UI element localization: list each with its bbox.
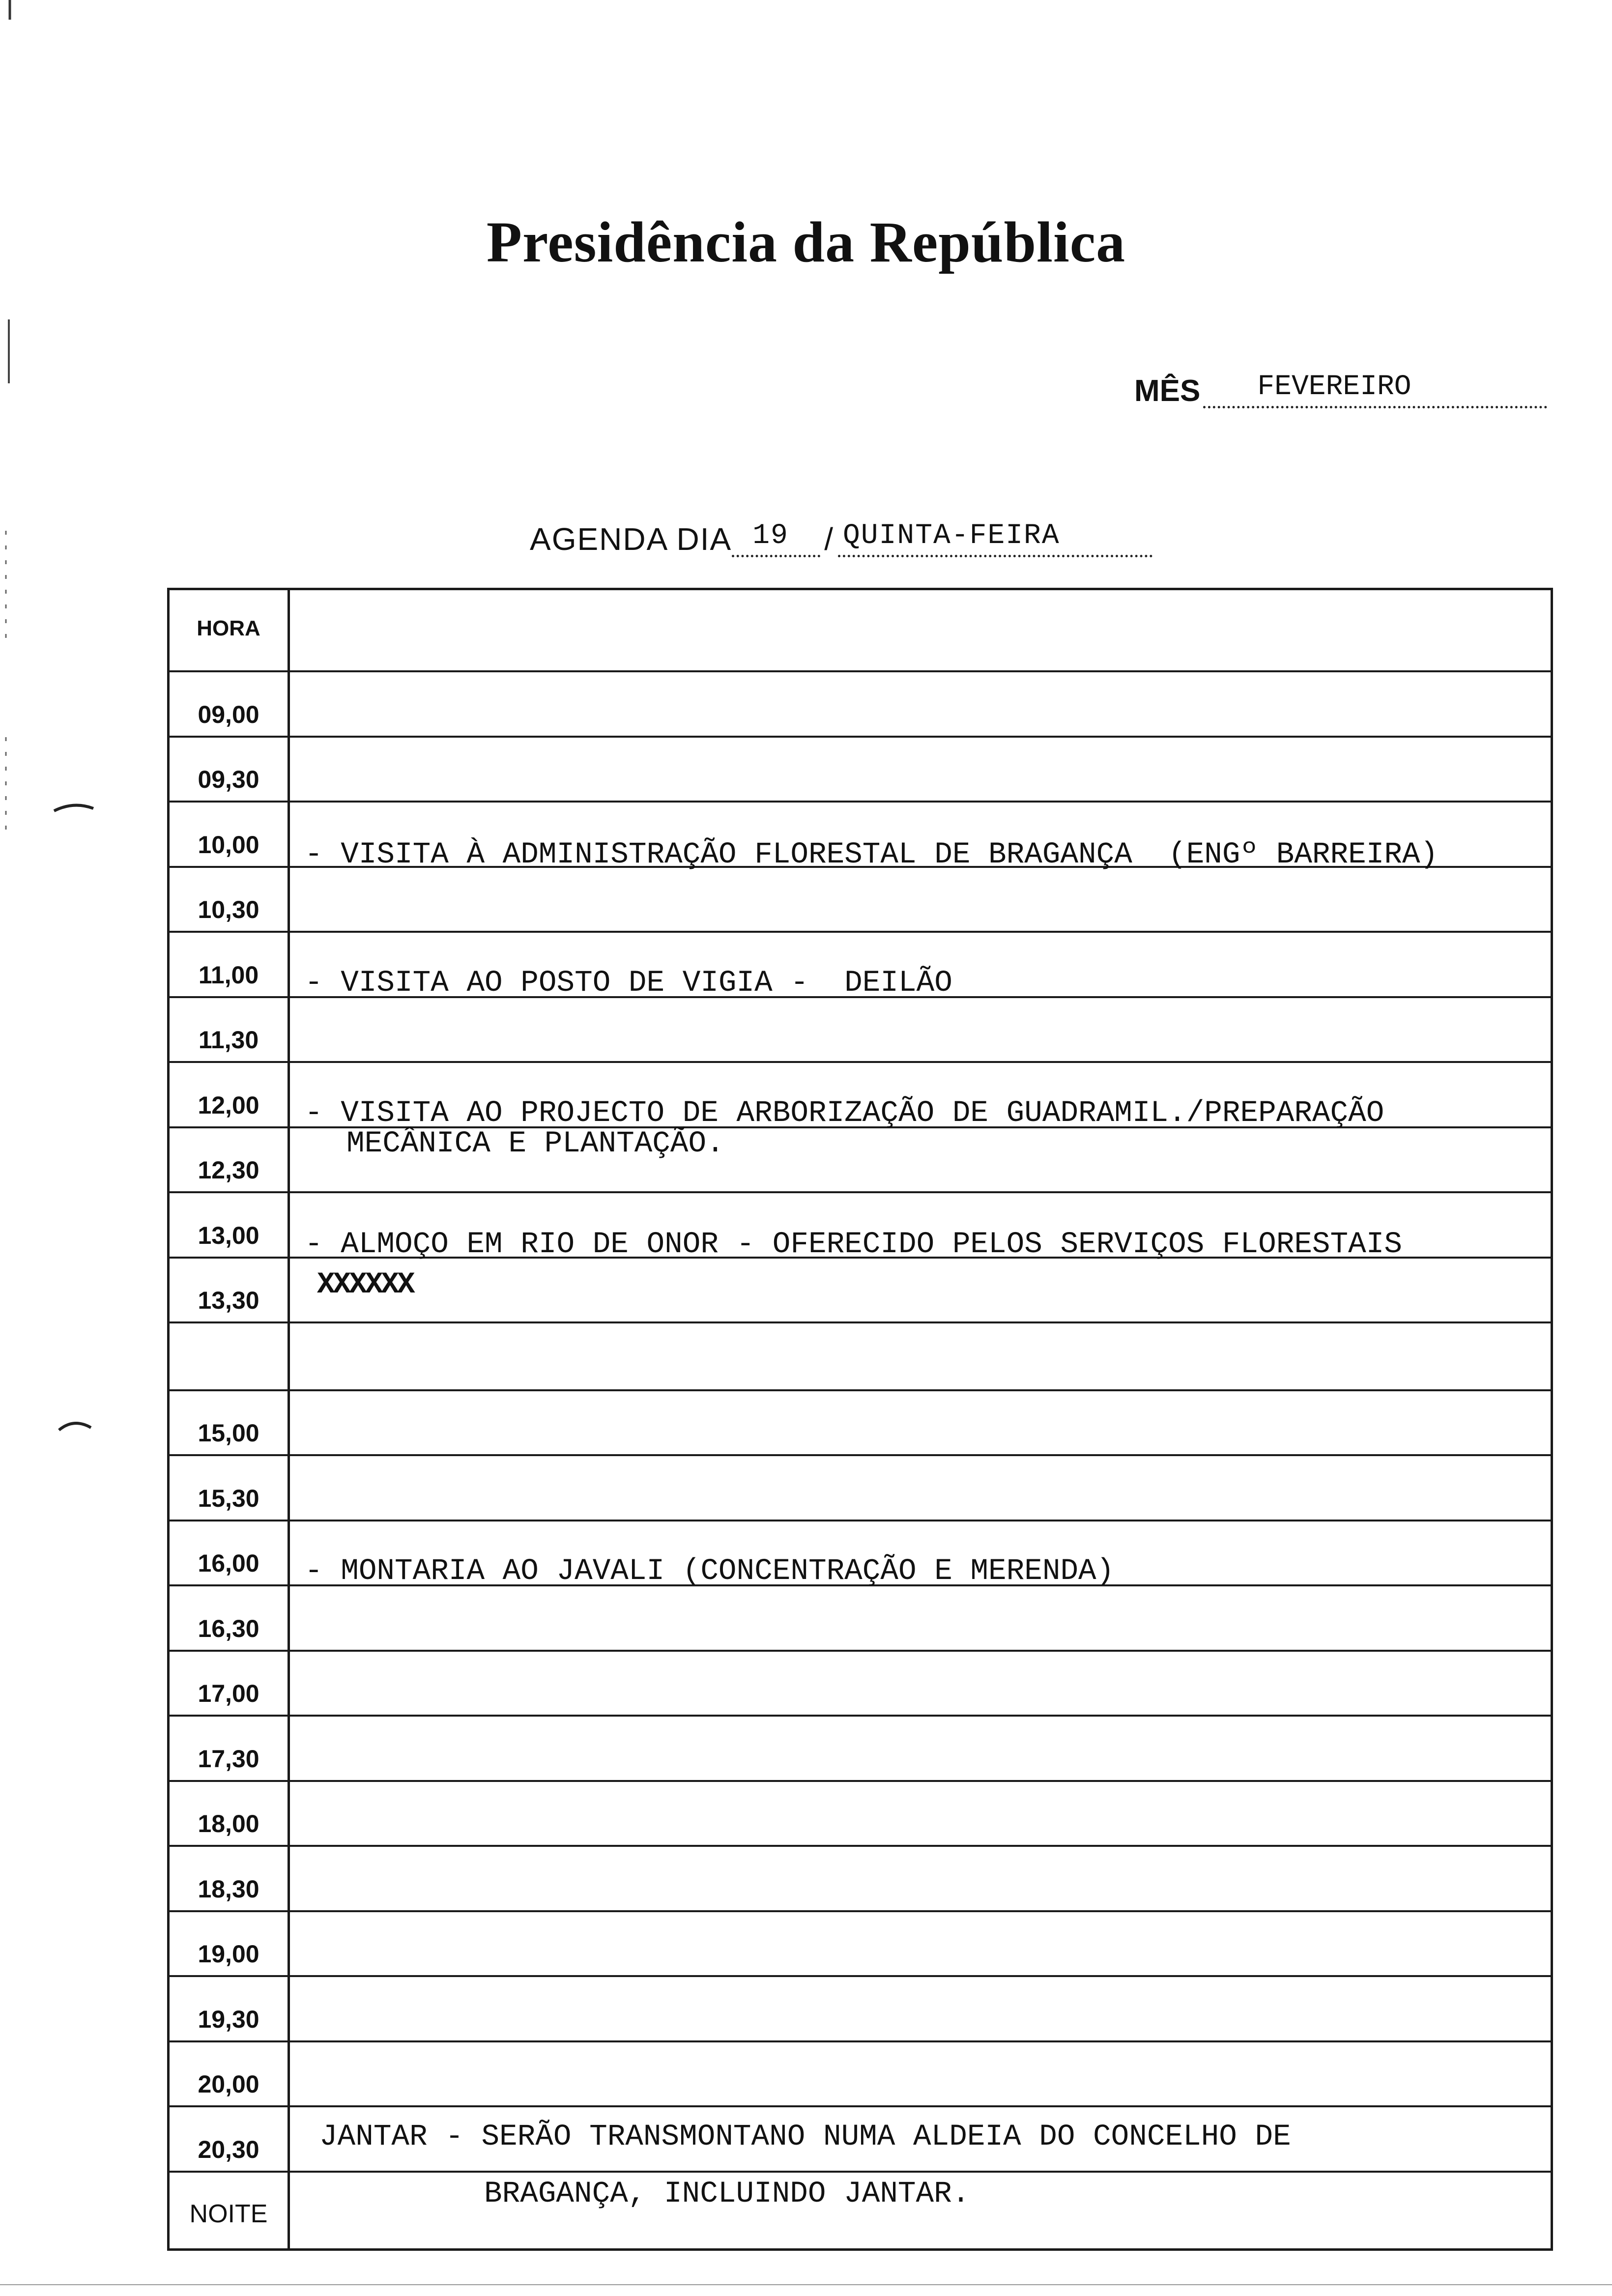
row-hour: 18,00 — [198, 1810, 259, 1837]
row-entry: - VISITA AO POSTO DE VIGIA - DEILÃO — [305, 966, 952, 1000]
row-hour: 12,00 — [198, 1091, 259, 1119]
weekday-dotted-field — [838, 520, 1152, 557]
row-hour: 10,30 — [198, 896, 259, 923]
row-hour: 17,30 — [198, 1745, 259, 1773]
row-hour: 12,30 — [198, 1156, 259, 1184]
month-label: MÊS — [1134, 374, 1201, 408]
row-hour: NOITE — [189, 2200, 268, 2228]
row-hour: 11,00 — [198, 961, 259, 989]
table-row — [170, 1977, 1551, 2042]
month-dotted-field — [1203, 371, 1547, 408]
table-row — [170, 1586, 1551, 1652]
row-hour: 10,00 — [198, 831, 259, 859]
table-row — [170, 1193, 1551, 1262]
row-entry: - ALMOÇO EM RIO DE ONOR - OFERECIDO PELOS SERVIÇOS FLORESTAIS — [305, 1228, 1402, 1262]
table-row — [170, 1456, 1551, 1521]
row-entry: - VISITA AO PROJECTO DE ARBORIZAÇÃO DE GUADRAMIL./PREPARAÇÃO — [305, 1096, 1384, 1130]
row-hour: 15,00 — [198, 1419, 259, 1447]
row-hour: 20,30 — [198, 2136, 259, 2163]
table-row — [170, 1063, 1551, 1128]
page-bottom-rule — [0, 2284, 1612, 2285]
day-dotted-field — [732, 520, 820, 557]
table-row — [170, 933, 1551, 998]
document-title: Presidência da República — [486, 210, 1126, 274]
row-hour: 19,30 — [198, 2006, 259, 2033]
row-hour: 15,30 — [198, 1485, 259, 1512]
day-value: 19 — [752, 520, 789, 552]
row-hour: 16,00 — [198, 1550, 259, 1577]
table-row — [170, 1847, 1551, 1912]
row-hour: 20,00 — [198, 2070, 259, 2098]
table-row — [170, 868, 1551, 933]
table-row — [170, 1717, 1551, 1782]
row-hour: 13,30 — [198, 1287, 259, 1314]
table-row — [170, 2107, 1551, 2173]
row-entry: MECÂNICA E PLANTAÇÃO. — [346, 1127, 724, 1161]
hora-column-header: HORA — [197, 616, 260, 640]
table-row — [170, 2173, 1551, 2248]
row-entry: - MONTARIA AO JAVALI (CONCENTRAÇÃO E MERENDA) — [305, 1554, 1115, 1588]
table-row — [170, 1391, 1551, 1456]
row-hour: 13,00 — [198, 1222, 259, 1249]
table-row — [170, 1912, 1551, 1977]
agenda-line — [530, 521, 1152, 557]
row-hour: 09,30 — [198, 766, 259, 793]
table-row — [170, 803, 1551, 872]
table-row — [170, 672, 1551, 738]
table-row — [170, 1128, 1551, 1193]
table-row — [170, 998, 1551, 1063]
weekday-value: QUINTA-FEIRA — [843, 520, 1060, 552]
day-separator: / — [824, 521, 834, 557]
row-entry: - VISITA À ADMINISTRAÇÃO FLORESTAL DE BRAGANÇA (ENGº BARREIRA) — [305, 838, 1439, 872]
table-row — [170, 2042, 1551, 2107]
table-row — [170, 1323, 1551, 1391]
month-value: FEVEREIRO — [1257, 371, 1411, 403]
month-line — [1134, 373, 1547, 408]
row-hour: 18,30 — [198, 1875, 259, 1903]
row-entry: JANTAR - SERÃO TRANSMONTANO NUMA ALDEIA DO CONCELHO DE — [319, 2120, 1291, 2154]
table-row — [170, 1782, 1551, 1847]
table-row — [170, 738, 1551, 803]
struck-out-text: XXXXXX — [317, 1268, 413, 1302]
row-hour: 19,00 — [198, 1940, 259, 1968]
row-entry: BRAGANÇA, INCLUINDO JANTAR. — [484, 2177, 970, 2211]
table-row — [170, 1652, 1551, 1717]
row-hour: 16,30 — [198, 1615, 259, 1642]
row-hour: 11,30 — [198, 1026, 259, 1054]
schedule-table — [167, 588, 1553, 2251]
agenda-day-label: AGENDA DIA — [530, 521, 732, 557]
table-row — [170, 1259, 1551, 1323]
table-header-row — [170, 590, 1551, 672]
table-row — [170, 1521, 1551, 1586]
row-hour: 09,00 — [198, 701, 259, 728]
row-hour: 17,00 — [198, 1680, 259, 1707]
